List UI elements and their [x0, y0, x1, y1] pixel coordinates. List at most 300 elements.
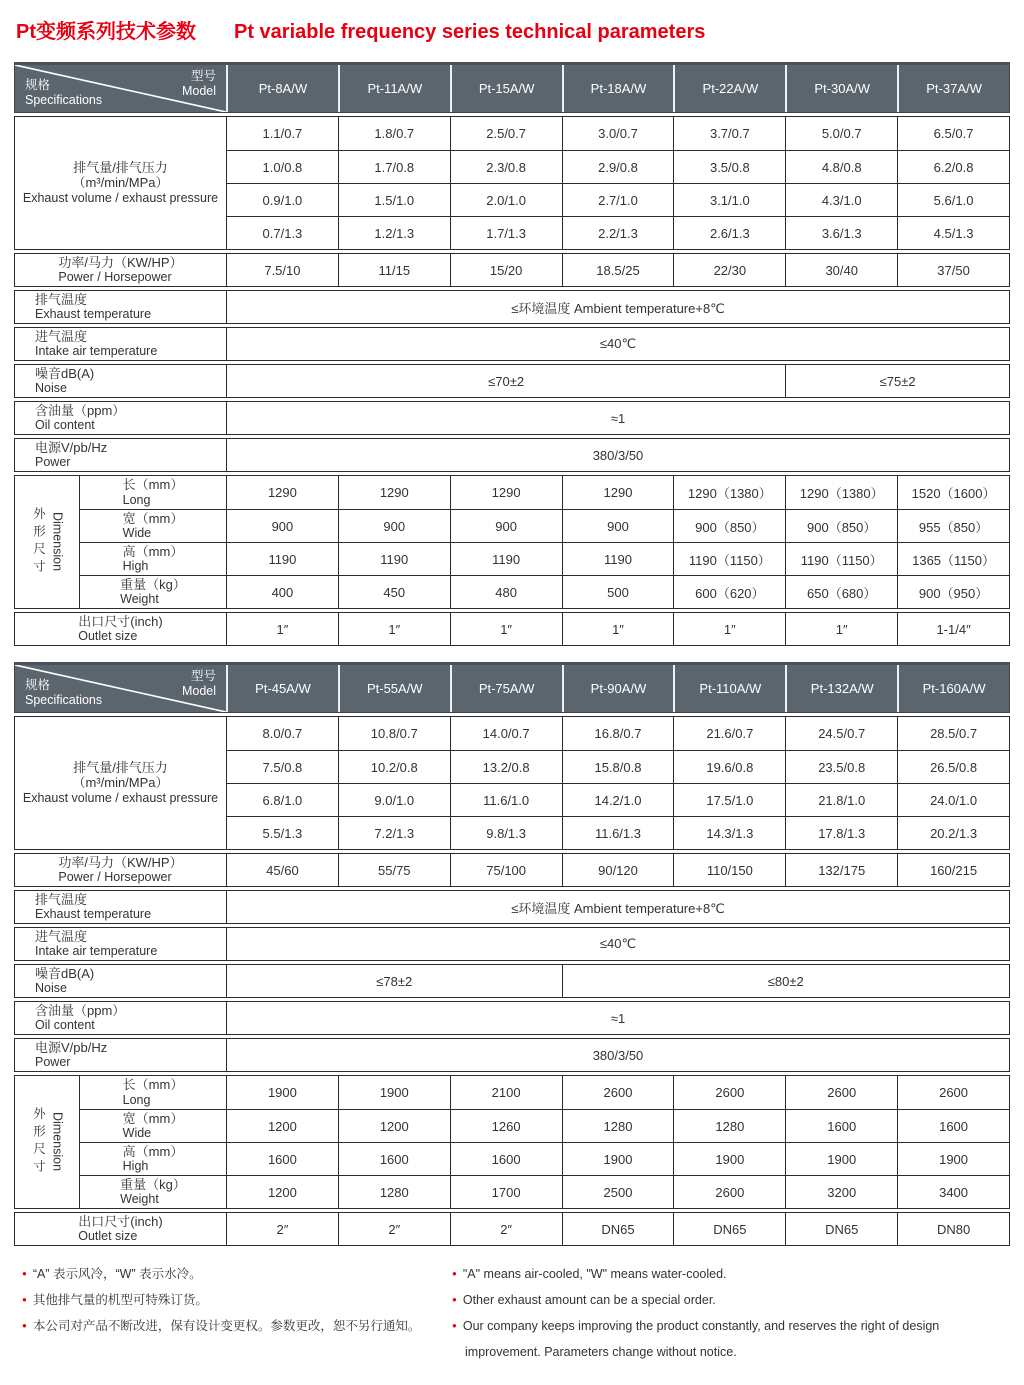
noise-label-zh: 噪音dB(A): [35, 365, 95, 381]
high-value-cell: 1900: [785, 1142, 897, 1175]
power-value-cell: 75/100: [450, 854, 562, 886]
exhaust-value-cell: 3.1/1.0: [673, 183, 785, 216]
header-corner-cell: [15, 665, 226, 712]
exhaust-value-cell: 10.2/0.8: [338, 750, 450, 783]
exhaust-value-cell: 24.5/0.7: [785, 717, 897, 750]
outlet-size-label-zh: 出口尺寸(inch): [78, 613, 163, 629]
power-supply-label-en: Power: [35, 455, 71, 469]
power-value-cell: 132/175: [785, 854, 897, 886]
high-value-cell: 1600: [226, 1142, 338, 1175]
outlet-value-cell: 2″: [338, 1213, 450, 1245]
oil-content-label-zh: 含油量（ppm）: [35, 402, 126, 418]
corner-spec-zh: 规格: [25, 678, 51, 692]
exhaust-value-cell: 16.8/0.7: [562, 717, 674, 750]
table-section: [14, 964, 1010, 998]
exhaust-value-cell: 21.8/1.0: [785, 783, 897, 816]
power-supply-label-zh: 电源V/pb/Hz: [35, 439, 108, 455]
long-value-cell: 2100: [450, 1076, 562, 1109]
noise-label-en: Noise: [35, 381, 67, 395]
high-label-text: [123, 1144, 184, 1175]
exhaust-value-cell: 24.0/1.0: [897, 783, 1009, 816]
exhaust-value-cell: 5.6/1.0: [897, 183, 1009, 216]
table-section: [14, 662, 1010, 713]
table-section: [14, 1212, 1010, 1246]
high-value-cell: 1190: [450, 542, 562, 575]
high-value-cell: 1900: [673, 1142, 785, 1175]
table-section: [14, 290, 1010, 324]
wide-value-cell: 900（850）: [785, 509, 897, 542]
intake-temperature-label-en: Intake air temperature: [35, 944, 158, 958]
exhaust-value-cell: 26.5/0.8: [897, 750, 1009, 783]
oil-content-label: [15, 402, 226, 434]
model-header: Pt-75A/W: [450, 665, 562, 712]
exhaust-value-cell: 7.2/1.3: [338, 816, 450, 849]
note-item: ● Our company keeps improving the product constantly, and reserves the right of design improvement. Parameters change without notice.: [452, 1314, 1010, 1365]
model-header: Pt-22A/W: [673, 65, 785, 112]
power-horsepower-label-zh: 功率/马力（KW/HP）: [58, 254, 183, 270]
table-section: [14, 401, 1010, 435]
exhaust-temperature-label-en: Exhaust temperature: [35, 307, 152, 321]
wide-value-cell: 900（850）: [673, 509, 785, 542]
weight-value-cell: 400: [226, 575, 338, 608]
corner-model-en: Model: [181, 684, 216, 698]
dimension-label-en: Dimension: [50, 512, 65, 572]
note-item: ● "A" means air-cooled, "W" means water-cooled.: [452, 1262, 1010, 1288]
exhaust-value-cell: 5.0/0.7: [785, 117, 897, 150]
high-value-cell: 1190（1150）: [673, 542, 785, 575]
exhaust-value-cell: 15.8/0.8: [562, 750, 674, 783]
model-header: Pt-55A/W: [338, 665, 450, 712]
wide-value-cell: 1200: [338, 1109, 450, 1142]
exhaust-value-cell: 13.2/0.8: [450, 750, 562, 783]
exhaust-value-cell: 2.5/0.7: [450, 117, 562, 150]
wide-value-cell: 1200: [226, 1109, 338, 1142]
high-value-cell: 1190: [338, 542, 450, 575]
weight-value-cell: 650（680）: [785, 575, 897, 608]
power-horsepower-label-text: [58, 255, 182, 286]
exhaust-value-cell: 2.3/0.8: [450, 150, 562, 183]
outlet-size-label-en: Outlet size: [78, 1229, 138, 1243]
exhaust-value-cell: 4.3/1.0: [785, 183, 897, 216]
wide-label-text: [123, 1111, 184, 1142]
wide-value-cell: 900: [226, 509, 338, 542]
weight-value-cell: 500: [562, 575, 674, 608]
noise-label-en: Noise: [35, 981, 67, 995]
table-section: [14, 612, 1010, 646]
model-header: Pt-37A/W: [897, 65, 1009, 112]
outlet-value-cell: 2″: [226, 1213, 338, 1245]
long-value-cell: 2600: [562, 1076, 674, 1109]
page-title-zh: Pt变频系列技术参数: [16, 21, 196, 43]
exhaust-temperature-label-zh: 排气温度: [35, 891, 88, 907]
exhaust-value-cell: 1.1/0.7: [226, 117, 338, 150]
exhaust-value-cell: 11.6/1.3: [562, 816, 674, 849]
exhaust-value-cell: 17.8/1.3: [785, 816, 897, 849]
model-header: Pt-45A/W: [226, 665, 338, 712]
exhaust-value-cell: 4.5/1.3: [897, 216, 1009, 249]
exhaust-value-cell: 0.9/1.0: [226, 183, 338, 216]
outlet-value-cell: 1″: [226, 613, 338, 645]
outlet-value-cell: 1″: [562, 613, 674, 645]
corner-model-label: [182, 669, 216, 699]
outlet-value-cell: 1-1/4″: [897, 613, 1009, 645]
weight-label-zh: 重量（kg）: [120, 576, 186, 592]
long-value-cell: 1290（1380）: [673, 476, 785, 509]
high-label-en: High: [122, 559, 149, 573]
exhaust-temperature-label-zh: 排气温度: [35, 291, 88, 307]
model-header: Pt-160A/W: [897, 665, 1009, 712]
parameters-table-2: [14, 662, 1010, 1246]
long-label-en: Long: [122, 492, 151, 507]
dimension-label: [15, 476, 79, 608]
outlet-value-cell: 1″: [338, 613, 450, 645]
outlet-size-label-en: Outlet size: [78, 629, 138, 643]
exhaust-value-cell: 7.5/0.8: [226, 750, 338, 783]
high-label-zh: 高（mm）: [122, 543, 184, 559]
high-value-cell: 1365（1150）: [897, 542, 1009, 575]
parameters-table-1: [14, 62, 1010, 646]
note-item: ● Other exhaust amount can be a special order.: [452, 1288, 1010, 1314]
outlet-value-cell: 1″: [785, 613, 897, 645]
page-title-en: Pt variable frequency series technical parameters: [234, 21, 706, 43]
corner-spec-en: Specifications: [25, 693, 103, 707]
high-value-cell: 1190（1150）: [785, 542, 897, 575]
exhaust-value-cell: 3.6/1.3: [785, 216, 897, 249]
model-header: Pt-11A/W: [338, 65, 450, 112]
exhaust-value-cell: 21.6/0.7: [673, 717, 785, 750]
oil-content-label: [15, 1002, 226, 1034]
oil-content-label-en: Oil content: [35, 1018, 95, 1032]
exhaust-temperature-value-cell: ≤环境温度 Ambient temperature+8℃: [226, 891, 1009, 923]
weight-label-text: [120, 577, 186, 608]
power-value-cell: 110/150: [673, 854, 785, 886]
weight-value-cell: 480: [450, 575, 562, 608]
high-value-cell: 1900: [562, 1142, 674, 1175]
outlet-value-cell: 1″: [450, 613, 562, 645]
corner-model-en: Model: [181, 84, 216, 98]
power-value-cell: 15/20: [450, 254, 562, 286]
intake-temperature-value-cell: ≤40℃: [226, 328, 1009, 360]
header-corner-cell: [15, 65, 226, 112]
table-section: [14, 890, 1010, 924]
power-supply-label-en: Power: [35, 1055, 71, 1069]
exhaust-value-cell: 14.0/0.7: [450, 717, 562, 750]
exhaust-volume-label-zh: 排气量/排气压力: [73, 159, 168, 175]
exhaust-temperature-label: [15, 291, 226, 323]
outlet-value-cell: 1″: [673, 613, 785, 645]
dimension-label-zh: 外形尺寸: [31, 1107, 46, 1177]
exhaust-value-cell: 6.5/0.7: [897, 117, 1009, 150]
wide-value-cell: 900: [338, 509, 450, 542]
power-horsepower-label: [15, 854, 226, 886]
high-value-cell: 1900: [897, 1142, 1009, 1175]
table-section: [14, 716, 1010, 850]
noise-value-cell: ≤70±2: [226, 365, 785, 397]
power-horsepower-label: [15, 254, 226, 286]
table-section: [14, 927, 1010, 961]
noise-value-cell: ≤78±2: [226, 965, 562, 997]
power-value-cell: 45/60: [226, 854, 338, 886]
exhaust-volume-label-unit: （m³/min/MPa）: [72, 175, 169, 191]
outlet-size-label-text: [78, 1214, 163, 1245]
power-value-cell: 37/50: [897, 254, 1009, 286]
long-label-zh: 长（mm）: [122, 1077, 184, 1092]
power-value-cell: 160/215: [897, 854, 1009, 886]
model-header: Pt-110A/W: [673, 665, 785, 712]
exhaust-value-cell: 28.5/0.7: [897, 717, 1009, 750]
exhaust-value-cell: 3.0/0.7: [562, 117, 674, 150]
wide-label: [79, 509, 226, 542]
exhaust-value-cell: 1.7/1.3: [450, 216, 562, 249]
exhaust-volume-label: [15, 717, 226, 849]
outlet-size-label-zh: 出口尺寸(inch): [78, 1213, 163, 1229]
outlet-size-label: [15, 1213, 226, 1245]
wide-value-cell: 900: [450, 509, 562, 542]
wide-value-cell: 1280: [562, 1109, 674, 1142]
table-section: [14, 475, 1010, 609]
intake-temperature-label-zh: 进气温度: [35, 928, 88, 944]
long-label-zh: 长（mm）: [122, 477, 184, 492]
wide-value-cell: 1260: [450, 1109, 562, 1142]
long-label: [79, 1076, 226, 1109]
table-section: [14, 1001, 1010, 1035]
exhaust-value-cell: 5.5/1.3: [226, 816, 338, 849]
weight-label-en: Weight: [120, 592, 159, 606]
power-value-cell: 30/40: [785, 254, 897, 286]
weight-value-cell: 450: [338, 575, 450, 608]
exhaust-volume-label-zh: 排气量/排气压力: [73, 759, 168, 775]
exhaust-value-cell: 14.2/1.0: [562, 783, 674, 816]
exhaust-value-cell: 4.8/0.8: [785, 150, 897, 183]
weight-value-cell: 3400: [897, 1175, 1009, 1208]
power-value-cell: 7.5/10: [226, 254, 338, 286]
wide-value-cell: 955（850）: [897, 509, 1009, 542]
exhaust-value-cell: 14.3/1.3: [673, 816, 785, 849]
model-header: Pt-30A/W: [785, 65, 897, 112]
high-value-cell: 1600: [338, 1142, 450, 1175]
weight-value-cell: 2500: [562, 1175, 674, 1208]
dimension-label-en: Dimension: [50, 1112, 65, 1172]
power-value-cell: 22/30: [673, 254, 785, 286]
long-value-cell: 1290: [562, 476, 674, 509]
wide-label-zh: 宽（mm）: [122, 510, 184, 526]
weight-label-text: [120, 1177, 186, 1208]
wide-label: [79, 1109, 226, 1142]
wide-value-cell: 900: [562, 509, 674, 542]
long-label-text: [123, 477, 184, 508]
table-section: [14, 62, 1010, 113]
model-header: Pt-8A/W: [226, 65, 338, 112]
wide-label-zh: 宽（mm）: [122, 1110, 184, 1126]
high-label-zh: 高（mm）: [122, 1143, 184, 1159]
long-value-cell: 1900: [338, 1076, 450, 1109]
exhaust-value-cell: 2.2/1.3: [562, 216, 674, 249]
long-value-cell: 1290: [226, 476, 338, 509]
outlet-value-cell: DN65: [673, 1213, 785, 1245]
high-value-cell: 1190: [226, 542, 338, 575]
corner-model-zh: 型号: [190, 669, 216, 683]
intake-temperature-label-en: Intake air temperature: [35, 344, 158, 358]
exhaust-value-cell: 1.5/1.0: [338, 183, 450, 216]
high-label: [79, 542, 226, 575]
power-supply-value-cell: 380/3/50: [226, 439, 1009, 471]
long-label-en: Long: [122, 1092, 151, 1107]
model-header: Pt-90A/W: [562, 665, 674, 712]
outlet-value-cell: DN65: [562, 1213, 674, 1245]
table-section: [14, 438, 1010, 472]
exhaust-value-cell: 3.7/0.7: [673, 117, 785, 150]
dimension-label-zh: 外形尺寸: [31, 507, 46, 577]
note-item: ● 其他排气量的机型可特殊订货。: [22, 1288, 434, 1314]
long-value-cell: 1520（1600）: [897, 476, 1009, 509]
outlet-value-cell: DN65: [785, 1213, 897, 1245]
weight-label: [79, 1175, 226, 1208]
note-item: ● 本公司对产品不断改进，保有设计变更权。参数更改，恕不另行通知。: [22, 1314, 434, 1340]
high-label-text: [123, 544, 184, 575]
long-value-cell: 1290: [450, 476, 562, 509]
power-horsepower-label-zh: 功率/马力（KW/HP）: [58, 854, 183, 870]
power-supply-label: [15, 439, 226, 471]
table-section: [14, 1038, 1010, 1072]
exhaust-temperature-value-cell: ≤环境温度 Ambient temperature+8℃: [226, 291, 1009, 323]
exhaust-volume-label-en: Exhaust volume / exhaust pressure: [22, 790, 219, 805]
exhaust-value-cell: 1.7/0.8: [338, 150, 450, 183]
outlet-size-label-text: [78, 614, 163, 645]
outlet-size-label: [15, 613, 226, 645]
weight-value-cell: 1280: [338, 1175, 450, 1208]
exhaust-value-cell: 1.8/0.7: [338, 117, 450, 150]
exhaust-value-cell: 23.5/0.8: [785, 750, 897, 783]
weight-value-cell: 3200: [785, 1175, 897, 1208]
table-section: [14, 116, 1010, 250]
exhaust-volume-label-unit: （m³/min/MPa）: [72, 775, 169, 791]
exhaust-value-cell: 20.2/1.3: [897, 816, 1009, 849]
wide-value-cell: 1600: [785, 1109, 897, 1142]
exhaust-value-cell: 1.2/1.3: [338, 216, 450, 249]
table-section: [14, 364, 1010, 398]
note-item: ● “A” 表示风冷，“W” 表示水冷。: [22, 1262, 434, 1288]
long-value-cell: 1900: [226, 1076, 338, 1109]
long-value-cell: 2600: [897, 1076, 1009, 1109]
corner-spec-label: [25, 78, 102, 108]
exhaust-volume-label-en: Exhaust volume / exhaust pressure: [22, 190, 219, 205]
intake-temperature-value-cell: ≤40℃: [226, 928, 1009, 960]
exhaust-value-cell: 2.0/1.0: [450, 183, 562, 216]
long-value-cell: 1290（1380）: [785, 476, 897, 509]
weight-label-zh: 重量（kg）: [120, 1176, 186, 1192]
power-horsepower-label-en: Power / Horsepower: [58, 870, 172, 884]
model-header: Pt-15A/W: [450, 65, 562, 112]
page-header: [16, 20, 1010, 44]
exhaust-value-cell: 11.6/1.0: [450, 783, 562, 816]
power-supply-value-cell: 380/3/50: [226, 1039, 1009, 1071]
intake-temperature-label: [15, 328, 226, 360]
long-label: [79, 476, 226, 509]
weight-value-cell: 900（950）: [897, 575, 1009, 608]
outlet-value-cell: 2″: [450, 1213, 562, 1245]
weight-value-cell: 1200: [226, 1175, 338, 1208]
power-supply-label-zh: 电源V/pb/Hz: [35, 1039, 108, 1055]
corner-spec-label: [25, 678, 102, 708]
exhaust-value-cell: 3.5/0.8: [673, 150, 785, 183]
noise-value-cell: ≤80±2: [562, 965, 1009, 997]
oil-content-label-en: Oil content: [35, 418, 95, 432]
long-value-cell: 2600: [785, 1076, 897, 1109]
exhaust-value-cell: 10.8/0.7: [338, 717, 450, 750]
weight-label: [79, 575, 226, 608]
model-header: Pt-132A/W: [785, 665, 897, 712]
exhaust-value-cell: 8.0/0.7: [226, 717, 338, 750]
exhaust-value-cell: 9.0/1.0: [338, 783, 450, 816]
noise-label: [15, 965, 226, 997]
high-value-cell: 1600: [450, 1142, 562, 1175]
exhaust-value-cell: 0.7/1.3: [226, 216, 338, 249]
power-horsepower-label-en: Power / Horsepower: [58, 270, 172, 284]
noise-label: [15, 365, 226, 397]
corner-spec-en: Specifications: [25, 93, 103, 107]
exhaust-value-cell: 6.8/1.0: [226, 783, 338, 816]
high-value-cell: 1190: [562, 542, 674, 575]
corner-model-label: [182, 69, 216, 99]
long-value-cell: 2600: [673, 1076, 785, 1109]
power-value-cell: 11/15: [338, 254, 450, 286]
high-label: [79, 1142, 226, 1175]
exhaust-value-cell: 19.6/0.8: [673, 750, 785, 783]
oil-content-value-cell: ≈1: [226, 402, 1009, 434]
noise-value-cell: ≤75±2: [785, 365, 1009, 397]
noise-label-zh: 噪音dB(A): [35, 965, 95, 981]
wide-value-cell: 1280: [673, 1109, 785, 1142]
exhaust-volume-label: [15, 117, 226, 249]
power-value-cell: 90/120: [562, 854, 674, 886]
weight-value-cell: 2600: [673, 1175, 785, 1208]
table-section: [14, 1075, 1010, 1209]
table-section: [14, 853, 1010, 887]
wide-label-en: Wide: [122, 526, 152, 540]
long-label-text: [123, 1077, 184, 1108]
exhaust-value-cell: 17.5/1.0: [673, 783, 785, 816]
wide-label-text: [123, 511, 184, 542]
corner-spec-zh: 规格: [25, 78, 51, 92]
exhaust-value-cell: 2.9/0.8: [562, 150, 674, 183]
exhaust-value-cell: 2.6/1.3: [673, 216, 785, 249]
outlet-value-cell: DN80: [897, 1213, 1009, 1245]
table-section: [14, 253, 1010, 287]
power-value-cell: 55/75: [338, 854, 450, 886]
high-label-en: High: [122, 1159, 149, 1173]
exhaust-temperature-label-en: Exhaust temperature: [35, 907, 152, 921]
weight-value-cell: 1700: [450, 1175, 562, 1208]
wide-value-cell: 1600: [897, 1109, 1009, 1142]
intake-temperature-label: [15, 928, 226, 960]
wide-label-en: Wide: [122, 1126, 152, 1140]
weight-value-cell: 600（620）: [673, 575, 785, 608]
weight-label-en: Weight: [120, 1192, 159, 1206]
exhaust-value-cell: 1.0/0.8: [226, 150, 338, 183]
power-supply-label: [15, 1039, 226, 1071]
exhaust-value-cell: 9.8/1.3: [450, 816, 562, 849]
oil-content-label-zh: 含油量（ppm）: [35, 1002, 126, 1018]
intake-temperature-label-zh: 进气温度: [35, 328, 88, 344]
oil-content-value-cell: ≈1: [226, 1002, 1009, 1034]
dimension-label: [15, 1076, 79, 1208]
table-section: [14, 327, 1010, 361]
model-header: Pt-18A/W: [562, 65, 674, 112]
corner-model-zh: 型号: [190, 69, 216, 83]
exhaust-value-cell: 6.2/0.8: [897, 150, 1009, 183]
power-value-cell: 18.5/25: [562, 254, 674, 286]
long-value-cell: 1290: [338, 476, 450, 509]
